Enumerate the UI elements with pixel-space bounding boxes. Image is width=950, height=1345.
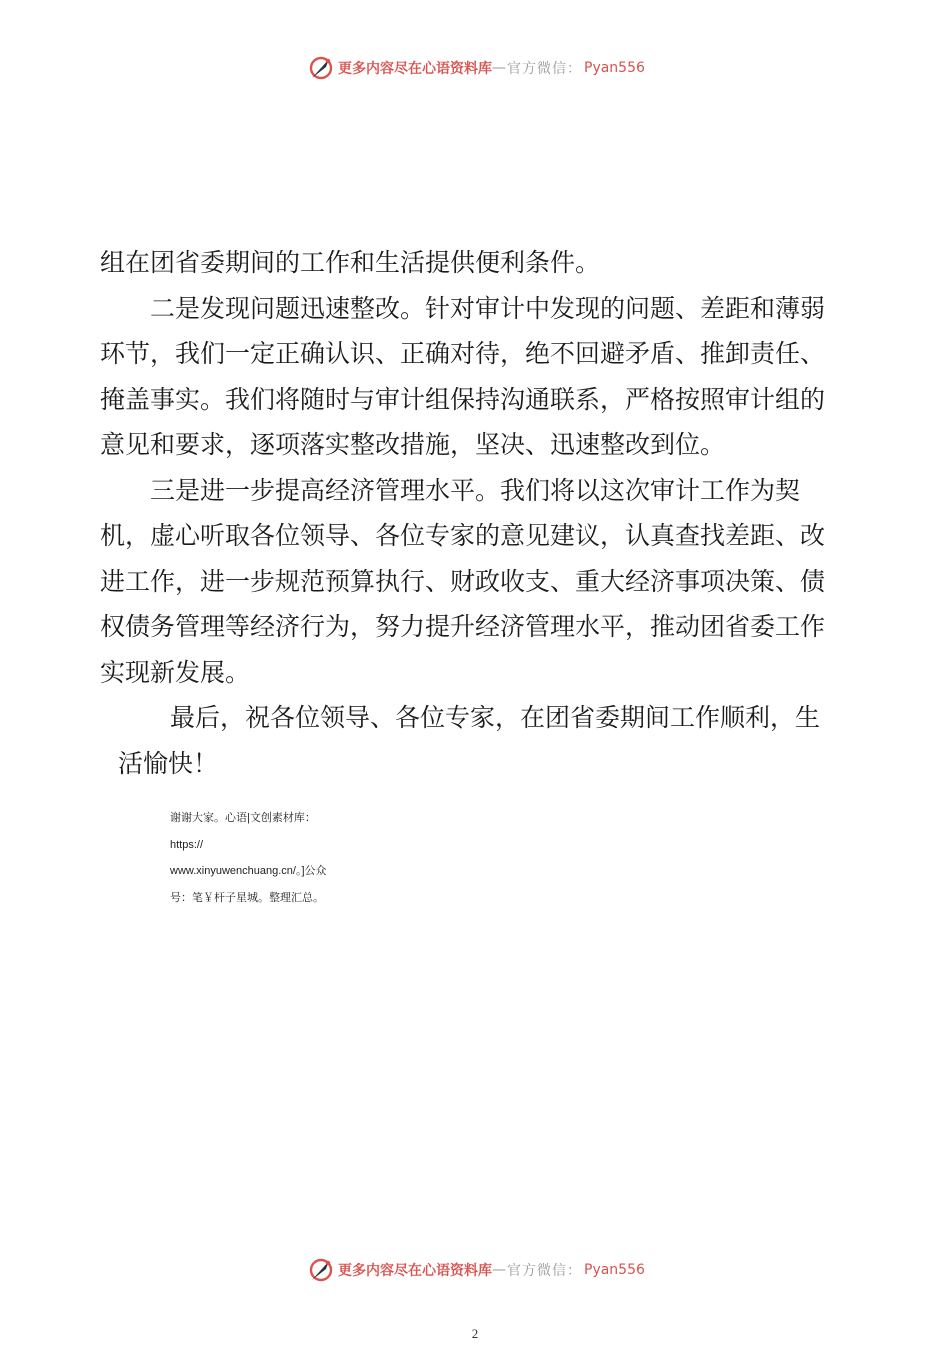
header-banner bbox=[308, 54, 645, 82]
banner-wechat-id: Pyan556 bbox=[584, 60, 645, 76]
closing-line-1: 最后，祝各位领导、各位专家，在团省委期间工作顺利，生 bbox=[170, 703, 821, 732]
banner-main-text: 更多内容尽在心语资料库 bbox=[338, 61, 492, 77]
paragraph-economic-management: 三是进一步提高经济管理水平。我们将以这次审计工作为契机，虚心听取各位领导、各位专家的意见建议，认真查找差距、改进工作，进一步规范预算执行、财政收支、重大经济事项决策、债权债务管理等经济行为，努力提升经济管理水平，推动团省委工作实现新发展。 bbox=[100, 475, 826, 687]
quill-circle-icon bbox=[308, 1257, 334, 1283]
banner-main-text: 更多内容尽在心语资料库 bbox=[338, 1263, 492, 1279]
page-number: 2 bbox=[471, 1326, 479, 1341]
footnote-url: www.xinyuwenchuang.cn/。]公众 bbox=[170, 865, 327, 877]
footer-banner bbox=[308, 1256, 645, 1284]
closing-line-2: 活愉快！ bbox=[118, 748, 219, 778]
banner-sub-text: 官方微信： bbox=[507, 1263, 582, 1279]
footnote-line: 号：笔￥杆子星城。整理汇总。 bbox=[170, 891, 324, 904]
footnote-line: 谢谢大家。心语|文创素材库： bbox=[170, 812, 316, 824]
banner-separator: — bbox=[492, 60, 507, 76]
footnote-url-prefix: https:// bbox=[170, 838, 204, 851]
banner-separator: — bbox=[492, 1262, 507, 1278]
source-footnote bbox=[170, 805, 370, 911]
quill-circle-icon bbox=[308, 55, 334, 81]
banner-wechat-id: Pyan556 bbox=[584, 1262, 645, 1278]
paragraph-continuation: 组在团省委期间的工作和生活提供便利条件。 bbox=[100, 248, 601, 277]
banner-sub-text: 官方微信： bbox=[507, 61, 582, 77]
document-body bbox=[100, 240, 840, 786]
paragraph-rectification: 二是发现问题迅速整改。针对审计中发现的问题、差距和薄弱环节，我们一定正确认识、正确对待，绝不回避矛盾、推卸责任、掩盖事实。我们将随时与审计组保持沟通联系，严格按照审计组的意见和要求，逐项落实整改措施，坚决、迅速整改到位。 bbox=[100, 293, 826, 459]
